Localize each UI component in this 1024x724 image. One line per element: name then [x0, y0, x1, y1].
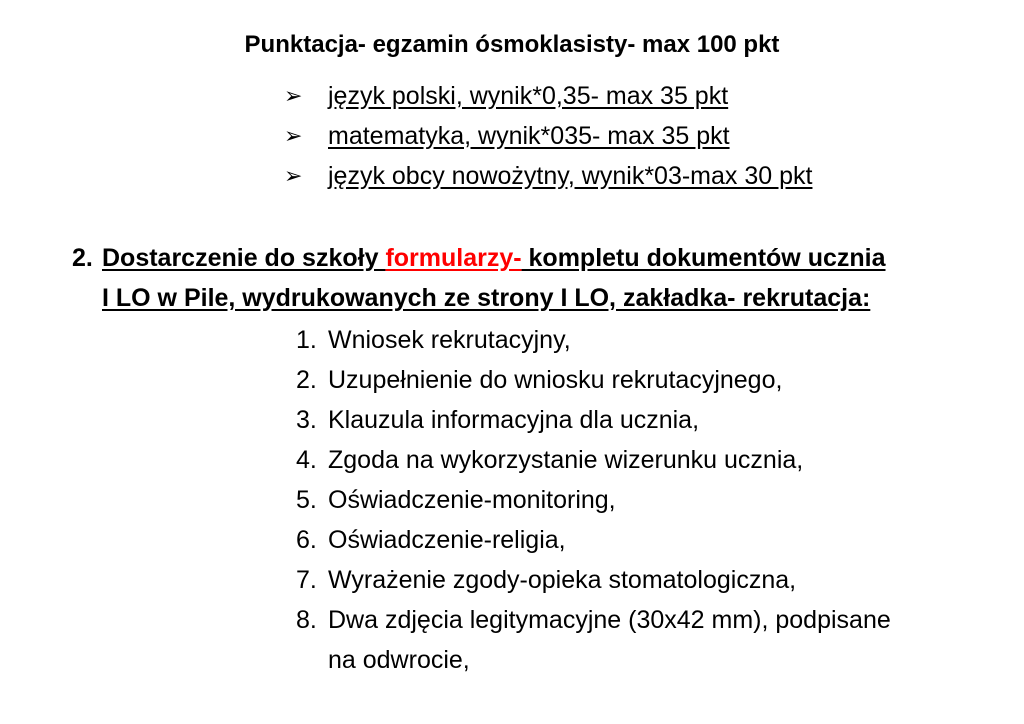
list-item-text: Oświadczenie-religia,: [328, 526, 566, 554]
list-item: [284, 76, 812, 116]
section-title-part1: Dostarczenie do szkoły: [102, 244, 386, 272]
list-item: [296, 360, 891, 400]
scoring-item-text: matematyka, wynik*035- max 35 pkt: [328, 121, 730, 150]
scoring-item-text: język obcy nowożytny, wynik*03-max 30 pkt: [328, 161, 813, 190]
page-title: Punktacja- egzamin ósmoklasisty- max 100 pkt: [244, 31, 780, 58]
section-heading-continuation: [102, 278, 870, 318]
list-item-number: 1.: [296, 326, 317, 354]
section-heading: [72, 238, 886, 278]
scoring-list: [284, 76, 812, 196]
list-item: [296, 560, 891, 600]
arrow-bullet-icon: ➢: [284, 83, 303, 108]
list-item: [296, 480, 891, 520]
list-item: [296, 600, 891, 640]
list-item: [296, 320, 891, 360]
arrow-bullet-icon: ➢: [284, 123, 303, 148]
list-item: [296, 400, 891, 440]
list-item: [284, 156, 812, 196]
list-item-number: 7.: [296, 566, 317, 594]
list-item-number: 5.: [296, 486, 317, 514]
section-title-line2: I LO w Pile, wydrukowanych ze strony I LO, zakładka- rekrutacja:: [102, 284, 871, 312]
list-item-number: 8.: [296, 606, 317, 634]
section-title-highlight: formularzy-: [385, 244, 522, 272]
list-item-text: Klauzula informacyjna dla ucznia,: [328, 406, 700, 434]
list-item-text: Zgoda na wykorzystanie wizerunku ucznia,: [328, 446, 804, 474]
list-item-number: 4.: [296, 446, 317, 474]
section-number: 2.: [72, 244, 93, 272]
list-item-text: Oświadczenie-monitoring,: [328, 486, 616, 514]
list-item-text: Wyrażenie zgody-opieka stomatologiczna,: [328, 566, 797, 594]
arrow-bullet-icon: ➢: [284, 163, 303, 188]
list-item-number: 2.: [296, 366, 317, 394]
list-item: [296, 440, 891, 480]
list-item-number: 6.: [296, 526, 317, 554]
list-item-number: 3.: [296, 406, 317, 434]
list-item-continuation: na odwrocie,: [328, 646, 470, 674]
list-item-text: Dwa zdjęcia legitymacyjne (30x42 mm), podpisane: [328, 606, 891, 634]
list-item: [296, 520, 891, 560]
list-item-text: Uzupełnienie do wniosku rekrutacyjnego,: [328, 366, 783, 394]
documents-list: [296, 320, 891, 680]
list-item: [284, 116, 812, 156]
section-title-part2: kompletu dokumentów ucznia: [521, 244, 886, 272]
scoring-item-text: język polski, wynik*0,35- max 35 pkt: [328, 81, 729, 110]
list-item-text: Wniosek rekrutacyjny,: [328, 326, 571, 354]
